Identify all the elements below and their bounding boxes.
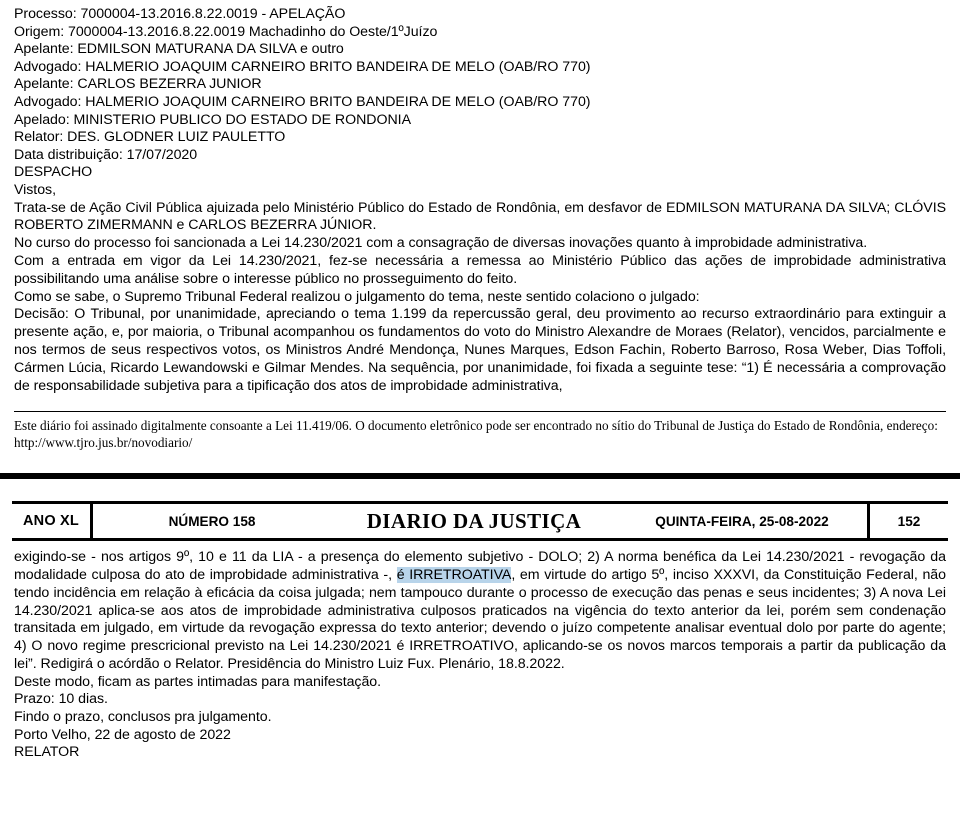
meta-line-vistos: Vistos,: [14, 181, 56, 198]
paragraph-decisao-stf: Decisão: O Tribunal, por unanimidade, apreciando o tema 1.199 da repercussão geral, deu provimento ao recurso extraordinário para extinguir a presente ação, e, por maioria, o Tribunal acompanhou os fundamentos do voto do Ministro Alexandre de Moraes (Relator), vencidos, parcialmente e nos termos de seus respectivos votos, os Ministros André Mendonça, Nunes Marques, Edson Fachin, Roberto Barroso, Rosa Weber, Dias Toffoli, Cármen Lúcia, Ricardo Lewandowski e Gilmar Mendes. Na sequência, por unanimidade, foi fixada a seguinte tese: “1) É necessária a comprovação de responsabilidade subjetiva para a tipificação dos atos de improbidade administrativa,: [14, 306, 946, 394]
page-gap-top: [0, 451, 960, 473]
closing-line-intimacao: Deste modo, ficam as partes intimadas para manifestação.: [14, 673, 382, 690]
meta-line-advogado-2: Advogado: HALMERIO JOAQUIM CARNEIRO BRITO BANDEIRA DE MELO (OAB/RO 770): [14, 93, 591, 110]
tese-part-2: , em virtude do artigo 5º, inciso XXXVI, da Constituição Federal, não tendo incidência em relação à eficácia da coisa julgada; nem tampouco durante o processo de execução das penas e seus incidentes; 3) A nova Lei 14.230/2021 aplica-se aos atos de improbidade administrativa culposos praticados na vigência do texto anterior da lei, porém sem condenação transitada em julgado, em virtude da revogação expressa do texto anterior; devendo o juízo competente analisar eventual dolo por parte do agente; 4) O novo regime prescricional previsto na Lei 14.230/2021 é IRRETROATIVO, aplicando-se os novos marcos temporais a partir da publicação da lei”. Redigirá o acórdão o Relator. Presidência do Ministro Luiz Fux. Plenário, 18.8.2022.: [14, 567, 946, 673]
meta-line-apelante-2: Apelante: CARLOS BEZERRA JUNIOR: [14, 76, 262, 93]
masthead-ano: ANO XL: [12, 504, 93, 538]
meta-line-apelado: Apelado: MINISTERIO PUBLICO DO ESTADO DE RONDONIA: [14, 111, 411, 128]
paragraph-tese-stf: [14, 549, 946, 674]
masthead-page-number: 152: [867, 504, 948, 538]
paragraph-acao-civil-publica: Trata-se de Ação Civil Pública ajuizada pelo Ministério Público do Estado de Rondônia, em desfavor de EDMILSON MATURANA DA SILVA; CLÓVIS ROBERTO ZIMERMANN e CARLOS BEZERRA JÚNIOR.: [14, 199, 946, 234]
closing-line-conclusos: Findo o prazo, conclusos pra julgamento.: [14, 709, 272, 726]
closing-line-relator: RELATOR: [14, 744, 80, 761]
meta-line-data-distribuicao: Data distribuição: 17/07/2020: [14, 146, 198, 163]
digital-signature-note: Este diário foi assinado digitalmente consoante a Lei 11.419/06. O documento eletrônico pode ser encontrado no sítio do Tribunal de Justiça do Estado de Rondônia, endereço: http://www.tjro.jus.br/novodiario/: [14, 418, 938, 450]
meta-line-origem: Origem: 7000004-13.2016.8.22.0019 Machadinho do Oeste/1ºJuízo: [14, 23, 438, 40]
masthead-numero: NÚMERO 158: [168, 513, 256, 529]
tese-part-1: exigindo-se - nos artigos 9º, 10 e 11 da LIA - a presença do elemento subjetivo - DOLO; 2) A norma benéfica da Lei 14.230/2021 - revogação da modalidade culposa do ato de improbidade administrativa -,: [14, 549, 946, 584]
meta-line-advogado-1: Advogado: HALMERIO JOAQUIM CARNEIRO BRITO BANDEIRA DE MELO (OAB/RO 770): [14, 58, 591, 75]
closing-line-local-data: Porto Velho, 22 de agosto de 2022: [14, 726, 231, 743]
highlighted-text-irretroativa: é IRRETROATIVA: [396, 567, 512, 584]
masthead-date: QUINTA-FEIRA, 25-08-2022: [655, 513, 829, 529]
paragraph-lei-sancionada: No curso do processo foi sancionada a Lei 14.230/2021 com a consagração de diversas inovações quanto à improbidade administrativa.: [14, 235, 868, 252]
meta-line-despacho: DESPACHO: [14, 164, 93, 181]
meta-line-apelante-1: Apelante: EDMILSON MATURANA DA SILVA e outro: [14, 41, 344, 58]
meta-line-relator: Relator: DES. GLODNER LUIZ PAULETTO: [14, 129, 286, 146]
page-gap-bottom: [0, 479, 960, 501]
footer-divider: [14, 411, 946, 412]
closing-line-prazo: Prazo: 10 dias.: [14, 691, 108, 708]
bottom-section: [0, 541, 960, 762]
paragraph-stf-julgado: Como se sabe, o Supremo Tribunal Federal realizou o julgamento do tema, neste sentido colaciono o julgado:: [14, 288, 700, 305]
masthead: [12, 501, 948, 541]
paragraph-remessa-mp: Com a entrada em vigor da Lei 14.230/2021, fez-se necessária a remessa ao Ministério Público das ações de improbidade administrativa possibilitando uma análise sobre o interesse público no prosseguimento do feito.: [14, 252, 946, 287]
top-section: [0, 0, 960, 395]
masthead-title: DIARIO DA JUSTIÇA: [366, 508, 582, 533]
meta-line-processo: Processo: 7000004-13.2016.8.22.0019 - APELAÇÃO: [14, 6, 346, 22]
